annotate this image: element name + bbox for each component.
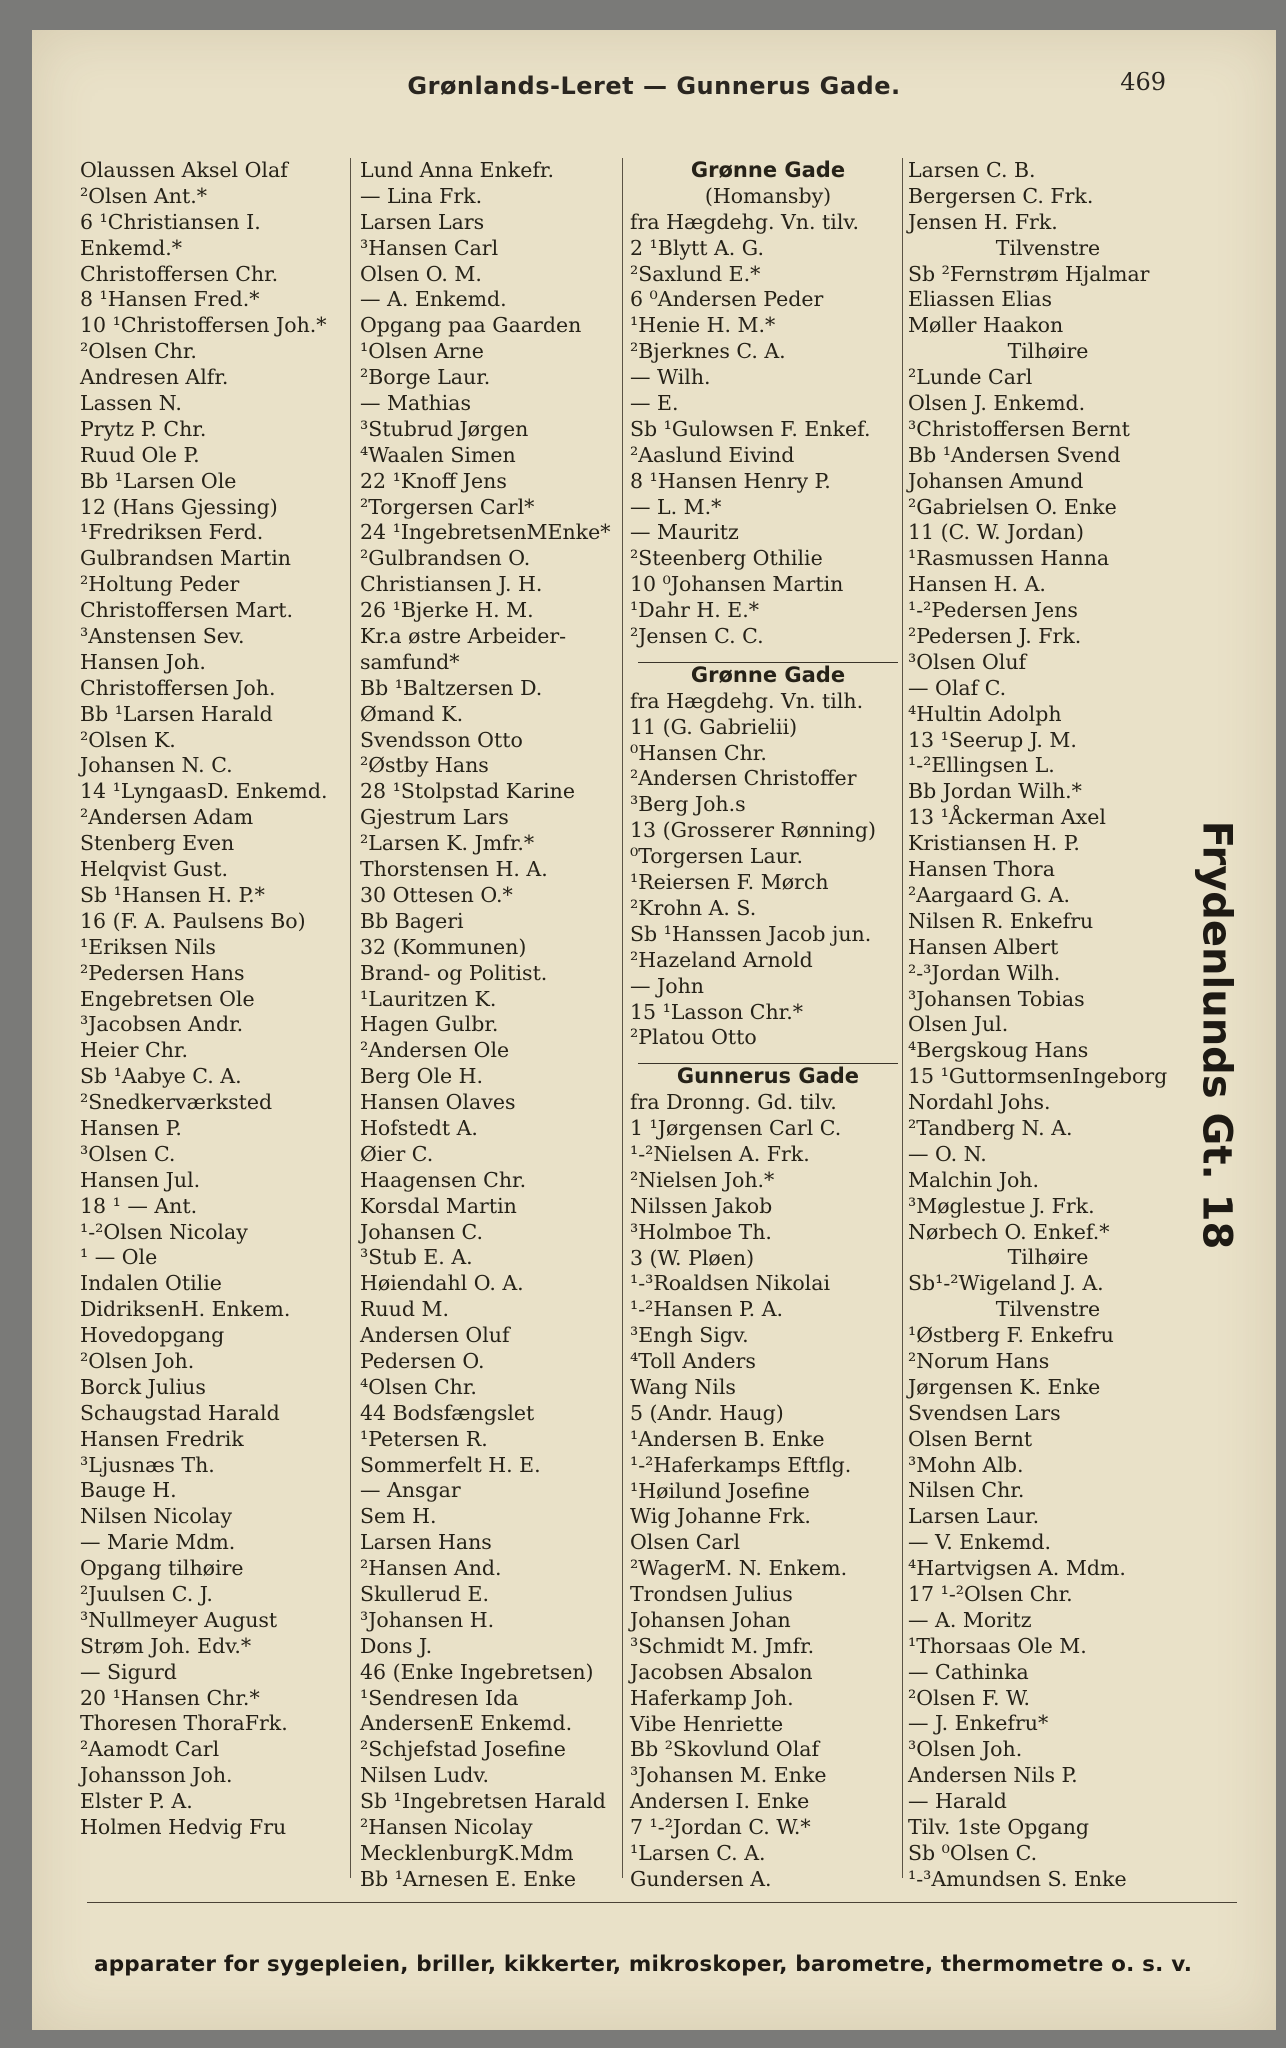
directory-entry: Jensen H. Frk. <box>908 209 1058 234</box>
directory-entry: Nilssen Jakob <box>630 1193 773 1218</box>
footer-advertisement: apparater for sygepleien, briller, kikkerter, mikroskoper, barometre, thermometre o. s. v. <box>94 1952 1193 1977</box>
directory-entry: Nordahl Johs. <box>908 1090 1051 1115</box>
directory-entry: — Mauritz <box>630 520 739 545</box>
directory-entry: ²Olsen Chr. <box>80 339 197 364</box>
directory-entry: Christiansen J. H. <box>360 572 543 597</box>
side-street-text: Frydenlunds Gt. 18 <box>1193 820 1240 1250</box>
directory-entry: ²Olsen F. W. <box>908 1685 1031 1710</box>
directory-entry: — Olaf C. <box>908 675 1007 700</box>
directory-entry: Hansen Jul. <box>80 1167 201 1192</box>
directory-entry: Sb ²Fernstrøm Hjalmar <box>908 261 1150 286</box>
directory-entry: ²Nielsen Joh.* <box>630 1167 775 1192</box>
directory-entry: Johansen Johan <box>630 1607 791 1632</box>
directory-entry: Sb ¹Ingebretsen Harald <box>360 1789 606 1814</box>
directory-entry: Lund Anna Enkefr. <box>360 158 554 182</box>
directory-entry: ⁴Hartvigsen A. Mdm. <box>908 1556 1126 1581</box>
directory-entry: 17 ¹-²Olsen Chr. <box>908 1581 1073 1606</box>
street-heading: Grønne Gade <box>690 662 846 687</box>
directory-entry: ²Schjefstad Josefine <box>360 1737 566 1762</box>
directory-entry: Christoffersen Chr. <box>80 261 279 286</box>
directory-entry: Bb ¹Larsen Ole <box>80 468 237 493</box>
directory-entry: ¹Reiersen F. Mørch <box>630 870 829 895</box>
directory-entry: 46 (Enke Ingebretsen) <box>360 1659 594 1684</box>
directory-entry: ¹-²Olsen Nicolay <box>80 1219 248 1244</box>
directory-entry: — J. Enkefru* <box>908 1711 1049 1736</box>
directory-entry: 5 (Andr. Haug) <box>630 1400 784 1425</box>
directory-entry: Svendsson Otto <box>360 727 523 752</box>
directory-entry: ³Stubrud Jørgen <box>360 416 529 441</box>
directory-entry: Sem H. <box>360 1504 437 1529</box>
directory-entry: ¹-³Amundsen S. Enke <box>908 1866 1127 1891</box>
directory-entry: Korsdal Martin <box>360 1193 517 1218</box>
directory-entry: 18 ¹ — Ant. <box>80 1193 198 1218</box>
directory-entry: 24 ¹IngebretsenMEnke* <box>360 520 611 545</box>
directory-entry: Olsen O. M. <box>360 261 482 286</box>
directory-entry: DidriksenH. Enkem. <box>80 1297 291 1322</box>
directory-entry: Larsen Laur. <box>908 1504 1040 1529</box>
directory-entry: Jacobsen Absalon <box>630 1659 813 1684</box>
directory-entry: Hansen Albert <box>908 934 1059 959</box>
directory-entry: Gundersen A. <box>630 1866 772 1891</box>
directory-entry: 28 ¹Stolpstad Karine <box>360 779 575 804</box>
directory-entry: ²Gabrielsen O. Enke <box>908 494 1117 519</box>
directory-entry: Nilsen Chr. <box>908 1478 1025 1503</box>
directory-entry: ¹Eriksen Nils <box>80 934 216 959</box>
directory-entry: — L. M.* <box>630 494 722 519</box>
directory-entry: Wig Johanne Frk. <box>630 1504 811 1529</box>
directory-entry: Kristiansen H. P. <box>908 831 1080 856</box>
directory-column-2 <box>360 158 628 1893</box>
directory-entry: 13 (Grosserer Rønning) <box>630 818 876 843</box>
directory-entry: ¹-²Hansen P. A. <box>630 1297 784 1322</box>
directory-entry: ²Aaslund Eivind <box>630 442 795 467</box>
directory-entry: 7 ¹-²Jordan C. W.* <box>630 1815 811 1840</box>
directory-entry: 6 ¹Christiansen I. <box>80 209 261 234</box>
directory-entry: ³Stub E. A. <box>360 1245 473 1270</box>
directory-entry: ⁴Hultin Adolph <box>908 701 1062 726</box>
directory-entry: ²Pedersen J. Frk. <box>908 624 1082 649</box>
directory-entry: ²Norum Hans <box>908 1348 1050 1373</box>
directory-entry: — Cathinka <box>908 1659 1029 1684</box>
directory-entry: Andersen I. Enke <box>630 1789 810 1814</box>
directory-entry: Andresen Alfr. <box>80 365 229 390</box>
directory-entry: Svendsen Lars <box>908 1400 1061 1425</box>
directory-entry: ³Olsen Oluf <box>908 649 1027 674</box>
directory-entry: — E. <box>630 391 679 416</box>
directory-entry: ³Christoffersen Bernt <box>908 416 1130 441</box>
directory-entry: ¹Rasmussen Hanna <box>908 546 1110 571</box>
directory-entry: 44 Bodsfængslet <box>360 1400 535 1425</box>
directory-entry: samfund* <box>360 649 460 674</box>
directory-entry: ²Pedersen Hans <box>80 960 245 985</box>
page-number: 469 <box>1120 68 1166 96</box>
directory-entry: ³Johansen H. <box>360 1607 495 1632</box>
directory-entry: — Wilh. <box>630 365 711 390</box>
directory-entry: Hovedopgang <box>80 1323 225 1348</box>
directory-column-4 <box>908 158 1188 1893</box>
directory-column-1 <box>80 158 350 1841</box>
directory-entry: ²Torgersen Carl* <box>360 494 535 519</box>
directory-entry: — V. Enkemd. <box>908 1530 1052 1555</box>
directory-entry: ²Steenberg Othilie <box>630 546 823 571</box>
directory-entry: Helqvist Gust. <box>80 857 228 882</box>
directory-entry: Bb ¹Andersen Svend <box>908 442 1121 467</box>
directory-entry: Tilhøire <box>1007 1245 1089 1270</box>
directory-entry: Hansen Fredrik <box>80 1426 244 1451</box>
directory-entry: 6 ⁰Andersen Peder <box>630 287 824 312</box>
directory-entry: ²Juulsen C. J. <box>80 1581 213 1606</box>
directory-entry: — Harald <box>908 1789 1007 1814</box>
directory-entry: ¹Olsen Arne <box>360 339 484 364</box>
directory-entry: ⁰Hansen Chr. <box>630 740 767 765</box>
directory-entry: 11 (C. W. Jordan) <box>908 520 1085 545</box>
directory-entry: Berg Ole H. <box>360 1064 484 1089</box>
directory-entry: Sb ¹Aabye C. A. <box>80 1064 242 1089</box>
directory-entry: Gulbrandsen Martin <box>80 546 291 571</box>
directory-entry: — A. Enkemd. <box>360 287 507 312</box>
directory-entry: Borck Julius <box>80 1374 206 1399</box>
directory-entry: ¹Dahr H. E.* <box>630 598 760 623</box>
directory-entry: ²Borge Laur. <box>360 365 491 390</box>
directory-entry: 10 ⁰Johansen Martin <box>630 572 844 597</box>
directory-entry: Olaussen Aksel Olaf <box>80 158 288 182</box>
section-rule <box>638 1053 898 1064</box>
directory-entry: Opgang paa Gaarden <box>360 313 582 338</box>
directory-entry: Tilvenstre <box>995 235 1101 260</box>
directory-entry: ²Snedkerværksted <box>80 1090 273 1115</box>
directory-entry: ²Lunde Carl <box>908 365 1033 390</box>
directory-entry: Brand- og Politist. <box>360 960 548 985</box>
directory-entry: 3 (W. Pløen) <box>630 1245 755 1270</box>
directory-entry: Wang Nils <box>630 1374 736 1399</box>
directory-entry: ¹Petersen R. <box>360 1426 488 1451</box>
directory-entry: Vibe Henriette <box>630 1711 784 1736</box>
directory-entry: 12 (Hans Gjessing) <box>80 494 278 519</box>
directory-entry: Andersen Oluf <box>360 1323 510 1348</box>
street-heading: Gunnerus Gade <box>676 1064 860 1089</box>
directory-entry: Høiendahl O. A. <box>360 1271 524 1296</box>
directory-entry: Larsen Hans <box>360 1530 492 1555</box>
directory-entry: Hansen Thora <box>908 857 1055 882</box>
directory-entry: Olsen Carl <box>630 1530 740 1555</box>
directory-entry: Nørbech O. Enkef.* <box>908 1219 1110 1244</box>
directory-entry: Strøm Joh. Edv.* <box>80 1633 252 1658</box>
directory-entry: ²Jensen C. C. <box>630 624 764 649</box>
directory-entry: ³Olsen Joh. <box>908 1737 1023 1762</box>
directory-entry: Sommerfelt H. E. <box>360 1452 541 1477</box>
directory-entry: Johansson Joh. <box>80 1763 233 1788</box>
directory-entry: Hagen Gulbr. <box>360 1012 499 1037</box>
directory-entry: Christoffersen Joh. <box>80 675 276 700</box>
directory-entry: Enkemd.* <box>80 235 183 260</box>
directory-entry: ³Jacobsen Andr. <box>80 1012 244 1037</box>
directory-entry: Dons J. <box>360 1633 433 1658</box>
directory-entry: ⁰Torgersen Laur. <box>630 844 803 869</box>
directory-entry: Johansen Amund <box>908 468 1084 493</box>
directory-entry: Kr.a østre Arbeider- <box>360 624 567 649</box>
directory-entry: — O. N. <box>908 1141 987 1166</box>
directory-entry: Nilsen Ludv. <box>360 1763 490 1788</box>
directory-entry: ²WagerM. N. Enkem. <box>630 1556 848 1581</box>
directory-entry: 32 (Kommunen) <box>360 934 527 959</box>
directory-entry: AndersenE Enkemd. <box>360 1711 573 1736</box>
directory-entry: Lassen N. <box>80 391 182 416</box>
directory-entry: Thoresen ThoraFrk. <box>80 1711 288 1736</box>
directory-entry: 1 ¹Jørgensen Carl C. <box>630 1116 842 1141</box>
directory-entry: (Homansby) <box>704 183 832 208</box>
directory-entry: — A. Moritz <box>908 1607 1032 1632</box>
directory-entry: ²Hansen Nicolay <box>360 1815 533 1839</box>
directory-entry: Thorstensen H. A. <box>360 857 548 882</box>
column-divider <box>350 158 351 1878</box>
directory-entry: Christoffersen Mart. <box>80 598 293 623</box>
directory-entry: Hansen P. <box>80 1115 182 1140</box>
directory-entry: ¹Thorsaas Ole M. <box>908 1633 1087 1658</box>
directory-entry: — Marie Mdm. <box>80 1530 236 1555</box>
directory-entry: Sb¹-²Wigeland J. A. <box>908 1271 1104 1296</box>
directory-entry: ¹Henie H. M.* <box>630 313 776 338</box>
directory-entry: ²Holtung Peder <box>80 572 240 597</box>
directory-entry: ³Johansen Tobias <box>908 986 1085 1011</box>
directory-entry: ²Tandberg N. A. <box>908 1115 1073 1140</box>
directory-entry: Haagensen Chr. <box>360 1167 527 1192</box>
side-street-label <box>1180 820 1252 1250</box>
directory-entry: — Sigurd <box>80 1659 177 1684</box>
directory-entry: ³Hansen Carl <box>360 235 499 260</box>
directory-entry: 26 ¹Bjerke H. M. <box>360 598 534 623</box>
directory-entry: Hansen Olaves <box>360 1090 516 1115</box>
directory-entry: ⁴Waalen Simen <box>360 442 516 467</box>
directory-entry: Andersen Nils P. <box>908 1763 1078 1788</box>
directory-entry: 2 ¹Blytt A. G. <box>630 235 764 260</box>
directory-entry: ²Olsen K. <box>80 727 176 752</box>
directory-entry: 30 Ottesen O.* <box>360 882 513 907</box>
directory-entry: ¹Fredriksen Ferd. <box>80 520 264 545</box>
directory-entry: MecklenburgK.Mdm <box>360 1840 574 1865</box>
directory-entry: Olsen J. Enkemd. <box>908 391 1086 416</box>
directory-entry: Pedersen O. <box>360 1348 485 1373</box>
directory-entry: Tilv. 1ste Opgang <box>908 1815 1090 1839</box>
directory-entry: ¹Østberg F. Enkefru <box>908 1323 1114 1348</box>
directory-entry: Bb ¹Baltzersen D. <box>360 675 543 700</box>
directory-entry: Hansen Joh. <box>80 649 206 674</box>
directory-column-3 <box>630 158 906 1893</box>
directory-entry: 14 ¹LyngaasD. Enkemd. <box>80 779 328 804</box>
directory-entry: Opgang tilhøire <box>80 1556 244 1581</box>
directory-entry: ²Platou Otto <box>630 1025 757 1050</box>
directory-entry: ³Johansen M. Enke <box>630 1763 827 1788</box>
directory-entry: ³Mohn Alb. <box>908 1452 1024 1477</box>
directory-entry: fra Dronng. Gd. tilv. <box>630 1090 837 1115</box>
directory-entry: Møller Haakon <box>908 313 1064 338</box>
directory-entry: Hofstedt A. <box>360 1115 478 1140</box>
directory-entry: ¹Larsen C. A. <box>630 1841 766 1865</box>
directory-entry: Ruud Ole P. <box>80 442 200 467</box>
directory-entry: ⁴Olsen Chr. <box>360 1374 477 1399</box>
directory-entry: Indalen Otilie <box>80 1271 222 1296</box>
directory-entry: — Mathias <box>360 391 471 416</box>
directory-entry: — Ansgar <box>360 1478 461 1503</box>
directory-entry: ³Nullmeyer August <box>80 1607 278 1632</box>
directory-entry: ¹Høilund Josefine <box>630 1478 810 1503</box>
directory-entry: Nilsen R. Enkefru <box>908 908 1094 933</box>
directory-entry: ¹-³Roaldsen Nikolai <box>630 1271 831 1296</box>
directory-entry: ²Bjerknes C. A. <box>630 339 786 364</box>
directory-entry: Heier Chr. <box>80 1038 188 1063</box>
directory-entry: Bb ¹Larsen Harald <box>80 701 273 726</box>
section-rule <box>638 652 898 663</box>
directory-entry: Stenberg Even <box>80 831 235 856</box>
directory-entry: Bb ¹Arnesen E. Enke <box>360 1866 576 1891</box>
directory-entry: Bb ²Skovlund Olaf <box>630 1737 820 1762</box>
directory-entry: Eliassen Elias <box>908 287 1053 312</box>
directory-entry: ¹-²Nielsen A. Frk. <box>630 1141 810 1166</box>
directory-entry: ¹Andersen B. Enke <box>630 1426 825 1451</box>
directory-entry: ³Anstensen Sev. <box>80 624 245 649</box>
directory-entry: ³Holmboe Th. <box>630 1219 772 1244</box>
directory-entry: ¹-²Pedersen Jens <box>908 598 1078 623</box>
directory-entry: ⁴Toll Anders <box>630 1349 756 1374</box>
directory-entry: ⁴Bergskoug Hans <box>908 1038 1089 1063</box>
directory-entry: 13 ¹Seerup J. M. <box>908 727 1077 752</box>
directory-entry: Schaugstad Harald <box>80 1400 280 1425</box>
directory-entry: ¹-²Ellingsen L. <box>908 753 1055 778</box>
directory-entry: 8 ¹Hansen Fred.* <box>80 287 260 312</box>
directory-entry: 15 ¹Lasson Chr.* <box>630 999 803 1024</box>
directory-entry: ²Olsen Joh. <box>80 1348 195 1373</box>
directory-entry: ²Hazeland Arnold <box>630 947 813 972</box>
directory-entry: 15 ¹GuttormsenIngeborg <box>908 1064 1168 1089</box>
directory-entry: Nilsen Nicolay <box>80 1504 233 1529</box>
directory-entry: ³Møglestue J. Frk. <box>908 1193 1095 1218</box>
directory-entry: Sb ¹Hansen H. P.* <box>80 882 265 907</box>
directory-entry: Bb Bageri <box>360 908 464 933</box>
directory-entry: Sb ¹Gulowsen F. Enkef. <box>630 416 871 441</box>
directory-entry: Johansen N. C. <box>80 753 233 778</box>
directory-entry: ¹Lauritzen K. <box>360 986 497 1011</box>
directory-entry: Bergersen C. Frk. <box>908 183 1094 208</box>
directory-entry: Gjestrum Lars <box>360 805 509 830</box>
directory-entry: Malchin Joh. <box>908 1167 1040 1192</box>
directory-entry: 22 ¹Knoff Jens <box>360 468 507 493</box>
directory-entry: Elster P. A. <box>80 1789 193 1814</box>
directory-entry: ²Andersen Ole <box>360 1038 510 1063</box>
directory-entry: ²Aargaard G. A. <box>908 882 1071 907</box>
directory-entry: ¹-²Haferkamps Eftflg. <box>630 1452 852 1477</box>
directory-entry: ¹Sendresen Ida <box>360 1685 519 1710</box>
directory-entry: Ømand K. <box>360 701 464 726</box>
directory-entry: ³Olsen C. <box>80 1141 176 1166</box>
directory-entry: Bb Jordan Wilh.* <box>908 779 1082 804</box>
directory-entry: ³Berg Joh.s <box>630 792 746 817</box>
directory-entry: Sb ⁰Olsen C. <box>908 1840 1038 1865</box>
directory-entry: — John <box>630 973 704 998</box>
page-header: Grønlands-Leret — Gunnerus Gade. <box>407 72 901 100</box>
directory-entry: Skullerud E. <box>360 1581 490 1606</box>
directory-entry: ²Gulbrandsen O. <box>360 546 531 571</box>
directory-entry: Jørgensen K. Enke <box>908 1374 1101 1399</box>
directory-entry: ¹ — Ole <box>80 1245 158 1270</box>
directory-entry: Johansen C. <box>360 1219 484 1244</box>
directory-entry: Holmen Hedvig Fru <box>80 1815 287 1839</box>
directory-entry: 16 (F. A. Paulsens Bo) <box>80 908 306 933</box>
directory-entry: ²Hansen And. <box>360 1556 502 1581</box>
directory-entry: ²Andersen Christoffer <box>630 766 857 791</box>
directory-entry: Larsen Lars <box>360 209 485 234</box>
directory-entry: — Lina Frk. <box>360 183 483 208</box>
directory-entry: ²Saxlund E.* <box>630 261 761 286</box>
directory-entry: ²Larsen K. Jmfr.* <box>360 831 535 856</box>
directory-entry: Ruud M. <box>360 1297 449 1322</box>
directory-entry: Larsen C. B. <box>908 158 1036 182</box>
directory-entry: Engebretsen Ole <box>80 986 255 1011</box>
directory-entry: ³Schmidt M. Jmfr. <box>630 1633 815 1658</box>
directory-entry: ³Ljusnæs Th. <box>80 1452 215 1477</box>
directory-entry: ²Krohn A. S. <box>630 895 757 920</box>
directory-entry: 13 ¹Åckerman Axel <box>908 805 1106 830</box>
directory-entry: Olsen Bernt <box>908 1426 1033 1451</box>
directory-entry: 20 ¹Hansen Chr.* <box>80 1685 260 1710</box>
directory-entry: Haferkamp Joh. <box>630 1685 794 1710</box>
directory-entry: Tilvenstre <box>995 1297 1101 1322</box>
directory-entry: Bauge H. <box>80 1478 177 1503</box>
directory-entry: ²Østby Hans <box>360 753 489 778</box>
directory-entry: Hansen H. A. <box>908 572 1046 597</box>
directory-entry: ²Olsen Ant.* <box>80 183 207 208</box>
directory-entry: Prytz P. Chr. <box>80 416 207 441</box>
directory-entry: 10 ¹Christoffersen Joh.* <box>80 313 327 338</box>
directory-entry: Tilhøire <box>1007 339 1089 364</box>
directory-entry: ²Aamodt Carl <box>80 1737 220 1762</box>
directory-entry: Trondsen Julius <box>630 1582 793 1607</box>
footer-divider <box>87 1902 1237 1903</box>
directory-entry: ²-³Jordan Wilh. <box>908 960 1061 985</box>
directory-page <box>32 30 1276 2030</box>
directory-entry: Sb ¹Hanssen Jacob jun. <box>630 921 872 946</box>
directory-entry: Olsen Jul. <box>908 1012 1009 1037</box>
directory-entry: ²Andersen Adam <box>80 805 254 830</box>
directory-entry: ³Engh Sigv. <box>630 1323 749 1348</box>
directory-entry: 8 ¹Hansen Henry P. <box>630 468 831 493</box>
directory-entry: fra Hægdehg. Vn. tilv. <box>630 209 860 234</box>
directory-entry: 11 (G. Gabrielii) <box>630 714 798 739</box>
street-heading: Grønne Gade <box>690 158 846 182</box>
directory-entry: Øier C. <box>360 1141 434 1166</box>
directory-entry: fra Hægdehg. Vn. tilh. <box>630 688 864 713</box>
